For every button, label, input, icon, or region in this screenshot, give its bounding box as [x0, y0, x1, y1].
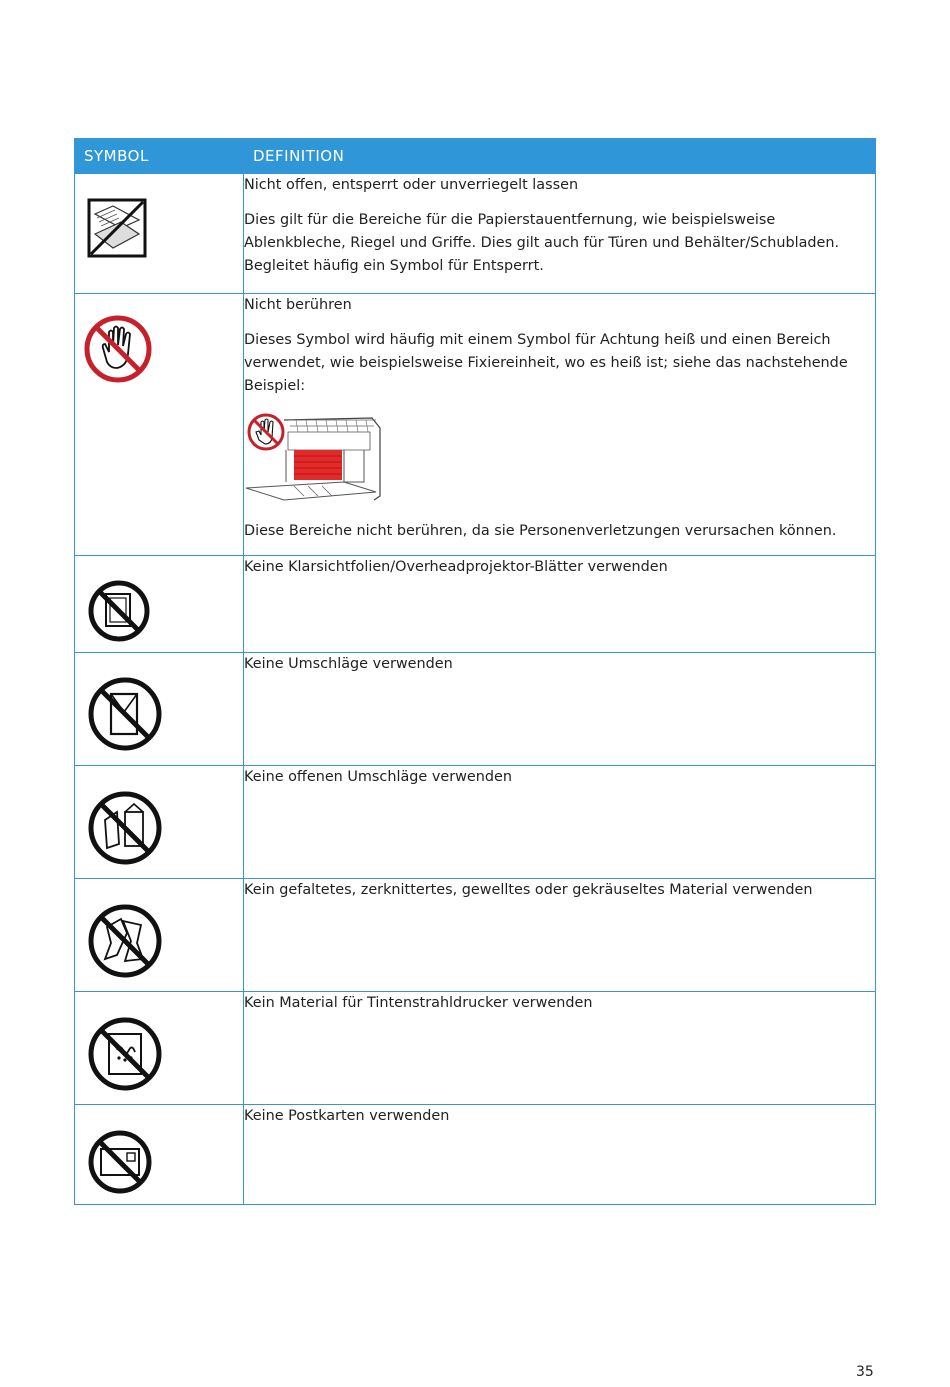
definition-cell — [244, 879, 876, 992]
definition-cell — [244, 653, 876, 766]
no-open-unlocked-icon — [87, 198, 147, 260]
no-envelopes-icon — [87, 676, 163, 752]
definition-cell — [244, 992, 876, 1105]
definition-title: Nicht offen, entsperrt oder unverriegelt lassen — [244, 177, 579, 193]
definition-title: Nicht berühren — [244, 297, 352, 313]
definition-title: Keine Umschläge verwenden — [244, 656, 453, 672]
definition-cell — [244, 174, 876, 294]
symbol-cell — [75, 766, 244, 879]
symbol-cell — [75, 174, 244, 294]
symbol-cell — [75, 653, 244, 766]
symbol-cell — [75, 992, 244, 1105]
definition-text: Dies gilt für die Bereiche für die Papierstauentfernung, wie beispielsweise Ablenkbleche, Riegel und Griffe. Dies gilt auch für Türen und Behälter/Schubladen. Begleitet häufig ein Symbol für Entsperrt. — [244, 212, 840, 274]
definition-title: Kein Material für Tintenstrahldrucker verwenden — [244, 995, 593, 1011]
table-row — [75, 879, 876, 992]
table-header-row — [75, 139, 876, 174]
no-postcards-icon — [87, 1129, 153, 1195]
no-open-envelopes-icon — [87, 790, 163, 866]
definition-title: Keine Postkarten verwenden — [244, 1108, 450, 1124]
table-row — [75, 556, 876, 653]
table-row — [75, 653, 876, 766]
symbol-table — [74, 138, 876, 1205]
page-number: 35 — [856, 1364, 874, 1380]
definition-cell — [244, 556, 876, 653]
header-symbol: SYMBOL — [75, 139, 244, 174]
table-row — [75, 174, 876, 294]
table-row — [75, 766, 876, 879]
definition-cell — [244, 1105, 876, 1205]
header-definition: DEFINITION — [244, 139, 876, 174]
definition-title: Kein gefaltetes, zerknittertes, gewelltes oder gekräuseltes Material verwenden — [244, 882, 813, 898]
symbol-cell — [75, 294, 244, 556]
no-transparencies-icon — [87, 579, 151, 643]
table-row — [75, 992, 876, 1105]
symbol-cell — [75, 1105, 244, 1205]
symbol-cell — [75, 879, 244, 992]
table-row — [75, 1105, 876, 1205]
symbol-cell — [75, 556, 244, 653]
definition-title: Keine Klarsichtfolien/Overheadprojektor-Blätter verwenden — [244, 559, 668, 575]
definition-title: Keine offenen Umschläge verwenden — [244, 769, 512, 785]
definition-text: Dieses Symbol wird häufig mit einem Symbol für Achtung heiß und einen Bereich verwendet, wie beispielsweise Fixiereinheit, wo es heiß ist; siehe das nachstehende Beispiel: — [244, 332, 848, 394]
no-folded-paper-icon — [87, 903, 163, 979]
definition-cell — [244, 294, 876, 556]
no-inkjet-paper-icon — [87, 1016, 163, 1092]
definition-cell — [244, 766, 876, 879]
do-not-touch-icon — [83, 314, 153, 384]
table-row — [75, 294, 876, 556]
fuser-do-not-touch-illustration — [244, 410, 382, 502]
definition-note: Diese Bereiche nicht berühren, da sie Personenverletzungen verursachen können. — [244, 523, 837, 539]
